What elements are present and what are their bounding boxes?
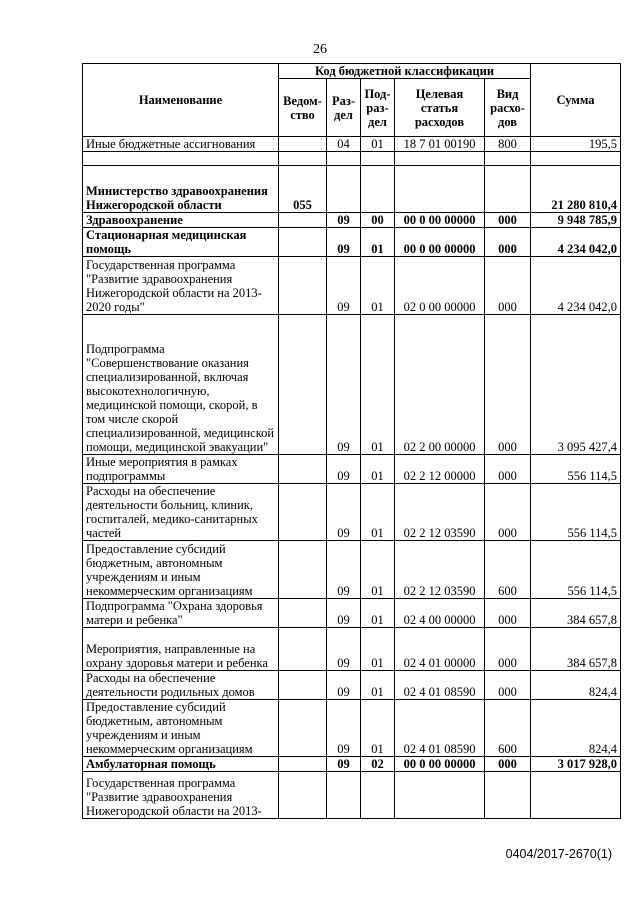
cell-sum [531, 772, 621, 819]
budget-table [82, 63, 621, 819]
table-row [83, 152, 621, 166]
cell-name: Подпрограмма "Охрана здоровья матери и ребенка" [83, 599, 279, 628]
header-name: Наименование [83, 64, 279, 137]
cell-name: Иные бюджетные ассигнования [83, 137, 279, 152]
cell-department [279, 137, 327, 152]
cell-sum: 195,5 [531, 137, 621, 152]
cell-target-article: 02 2 12 03590 [395, 541, 485, 599]
cell-target-article: 18 7 01 00190 [395, 137, 485, 152]
cell-name: Амбулаторная помощь [83, 757, 279, 772]
table-row [83, 315, 621, 455]
cell-target-article: 02 2 12 03590 [395, 484, 485, 541]
cell-target-article: 02 2 12 00000 [395, 455, 485, 484]
table-body [83, 137, 621, 819]
cell-section: 09 [327, 455, 361, 484]
table-row [83, 228, 621, 257]
header-podrazdel: Под-раз-дел [361, 79, 395, 137]
cell-name: Расходы на обеспечение деятельности родильных домов [83, 671, 279, 700]
cell-expense-type: 000 [485, 757, 531, 772]
cell-name: Предоставление субсидий бюджетным, автономным учреждениям и иным некоммерческим организациям [83, 541, 279, 599]
cell-expense-type: 600 [485, 700, 531, 757]
cell-name: Мероприятия, направленные на охрану здоровья матери и ребенка [83, 628, 279, 671]
cell-subsection: 00 [361, 213, 395, 228]
cell-expense-type [485, 152, 531, 166]
cell-department [279, 628, 327, 671]
page-number: 26 [313, 42, 327, 57]
cell-section: 09 [327, 315, 361, 455]
table-row [83, 772, 621, 819]
cell-department [279, 484, 327, 541]
cell-subsection [361, 166, 395, 213]
cell-subsection: 01 [361, 700, 395, 757]
cell-expense-type: 800 [485, 137, 531, 152]
cell-sum: 824,4 [531, 671, 621, 700]
cell-sum [531, 152, 621, 166]
cell-target-article: 00 0 00 00000 [395, 213, 485, 228]
cell-subsection [361, 772, 395, 819]
cell-section: 09 [327, 671, 361, 700]
cell-subsection: 01 [361, 541, 395, 599]
cell-section [327, 166, 361, 213]
cell-target-article [395, 166, 485, 213]
cell-department [279, 757, 327, 772]
cell-sum: 21 280 810,4 [531, 166, 621, 213]
header-vedomstvo: Ведом-ство [279, 79, 327, 137]
cell-name: Государственная программа "Развитие здравоохранения Нижегородской области на 2013-2020 годы" [83, 257, 279, 315]
cell-department: 055 [279, 166, 327, 213]
header-expense-type: Вид расхо-дов [485, 79, 531, 137]
cell-name: Здравоохранение [83, 213, 279, 228]
table-row [83, 628, 621, 671]
cell-expense-type: 000 [485, 257, 531, 315]
cell-name [83, 152, 279, 166]
cell-department [279, 228, 327, 257]
cell-target-article: 02 4 00 00000 [395, 599, 485, 628]
cell-expense-type [485, 166, 531, 213]
cell-expense-type [485, 772, 531, 819]
table-row [83, 137, 621, 152]
cell-section: 09 [327, 599, 361, 628]
cell-name: Стационарная медицинская помощь [83, 228, 279, 257]
cell-sum: 556 114,5 [531, 541, 621, 599]
cell-section: 09 [327, 257, 361, 315]
cell-section: 09 [327, 213, 361, 228]
cell-target-article [395, 772, 485, 819]
cell-sum: 384 657,8 [531, 599, 621, 628]
cell-sum: 556 114,5 [531, 484, 621, 541]
cell-expense-type: 000 [485, 628, 531, 671]
cell-name: Государственная программа "Развитие здравоохранения Нижегородской области на 2013- [83, 772, 279, 819]
cell-expense-type: 000 [485, 671, 531, 700]
cell-department [279, 257, 327, 315]
cell-target-article: 02 2 00 00000 [395, 315, 485, 455]
cell-department [279, 671, 327, 700]
cell-section: 09 [327, 484, 361, 541]
cell-target-article: 02 4 01 08590 [395, 671, 485, 700]
cell-sum: 384 657,8 [531, 628, 621, 671]
cell-department [279, 700, 327, 757]
cell-department [279, 599, 327, 628]
cell-subsection: 01 [361, 484, 395, 541]
cell-section: 04 [327, 137, 361, 152]
table-row [83, 700, 621, 757]
cell-subsection: 02 [361, 757, 395, 772]
cell-target-article: 00 0 00 00000 [395, 228, 485, 257]
header-target-article: Целевая статья расходов [395, 79, 485, 137]
table-row [83, 757, 621, 772]
table-row [83, 671, 621, 700]
cell-target-article: 02 4 01 00000 [395, 628, 485, 671]
cell-expense-type: 000 [485, 315, 531, 455]
header-razdel: Раз-дел [327, 79, 361, 137]
header-sum: Сумма [531, 64, 621, 137]
cell-section [327, 772, 361, 819]
cell-name: Предоставление субсидий бюджетным, автономным учреждениям и иным некоммерческим организациям [83, 700, 279, 757]
cell-department [279, 772, 327, 819]
cell-sum: 4 234 042,0 [531, 257, 621, 315]
header-classification-group: Код бюджетной классификации [279, 64, 531, 79]
cell-subsection: 01 [361, 455, 395, 484]
cell-expense-type: 000 [485, 228, 531, 257]
cell-sum: 3 017 928,0 [531, 757, 621, 772]
cell-name: Подпрограмма "Совершенствование оказания специализированной, включая высокотехнологичную, медицинской помощи, скорой, в том числе скорой специализированной, медицинской помощи, медицинской эвакуации" [83, 315, 279, 455]
cell-section [327, 152, 361, 166]
cell-sum: 9 948 785,9 [531, 213, 621, 228]
cell-subsection: 01 [361, 671, 395, 700]
cell-department [279, 315, 327, 455]
table-row [83, 599, 621, 628]
table-row [83, 541, 621, 599]
cell-target-article: 02 4 01 08590 [395, 700, 485, 757]
cell-subsection: 01 [361, 257, 395, 315]
cell-department [279, 213, 327, 228]
cell-department [279, 541, 327, 599]
cell-section: 09 [327, 541, 361, 599]
cell-target-article: 02 0 00 00000 [395, 257, 485, 315]
document-code: 0404/2017-2670(1) [505, 847, 612, 861]
cell-section: 09 [327, 757, 361, 772]
cell-subsection [361, 152, 395, 166]
table-row [83, 213, 621, 228]
table-row [83, 484, 621, 541]
cell-subsection: 01 [361, 315, 395, 455]
cell-expense-type: 000 [485, 455, 531, 484]
cell-section: 09 [327, 228, 361, 257]
cell-expense-type: 000 [485, 484, 531, 541]
cell-subsection: 01 [361, 137, 395, 152]
cell-sum: 824,4 [531, 700, 621, 757]
cell-name: Министерство здравоохранения Нижегородской области [83, 166, 279, 213]
cell-section: 09 [327, 700, 361, 757]
cell-sum: 4 234 042,0 [531, 228, 621, 257]
table-row [83, 455, 621, 484]
cell-subsection: 01 [361, 599, 395, 628]
cell-subsection: 01 [361, 628, 395, 671]
cell-name: Расходы на обеспечение деятельности больниц, клиник, госпиталей, медико-санитарных частей [83, 484, 279, 541]
table-row [83, 166, 621, 213]
cell-target-article: 00 0 00 00000 [395, 757, 485, 772]
cell-expense-type: 600 [485, 541, 531, 599]
table-row [83, 257, 621, 315]
cell-subsection: 01 [361, 228, 395, 257]
cell-expense-type: 000 [485, 213, 531, 228]
cell-department [279, 152, 327, 166]
cell-sum: 3 095 427,4 [531, 315, 621, 455]
cell-section: 09 [327, 628, 361, 671]
cell-sum: 556 114,5 [531, 455, 621, 484]
cell-department [279, 455, 327, 484]
cell-name: Иные мероприятия в рамках подпрограммы [83, 455, 279, 484]
cell-target-article [395, 152, 485, 166]
cell-expense-type: 000 [485, 599, 531, 628]
